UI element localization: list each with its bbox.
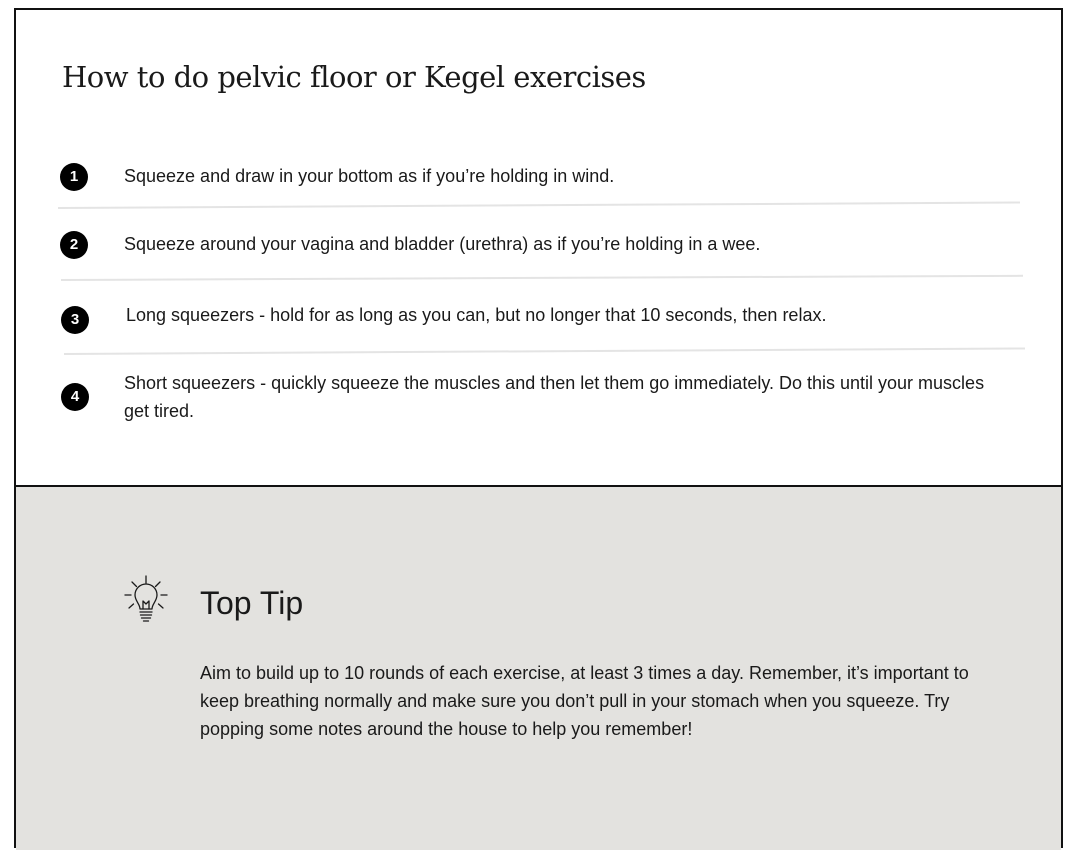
step-text: Squeeze and draw in your bottom as if you’re holding in wind. — [124, 166, 615, 186]
tip-title: Top Tip — [200, 585, 304, 621]
step-number-badge: 4 — [61, 383, 89, 411]
step-divider — [64, 347, 1025, 355]
step-number-badge: 1 — [60, 163, 88, 191]
step-text: Long squeezers - hold for as long as you can, but no longer that 10 seconds, then relax. — [126, 305, 827, 325]
step-number-badge: 2 — [60, 231, 88, 259]
lightbulb-icon — [120, 573, 172, 627]
step-text: Squeeze around your vagina and bladder (urethra) as if you’re holding in a wee. — [124, 234, 761, 254]
instructions-section — [16, 10, 1061, 487]
step-divider — [58, 201, 1020, 209]
step-divider — [61, 275, 1023, 281]
page-title: How to do pelvic floor or Kegel exercises — [62, 60, 646, 94]
step-number-badge: 3 — [61, 306, 89, 334]
tip-body: Aim to build up to 10 rounds of each exercise, at least 3 times a day. Remember, it’s important to keep breathing normally and make sure you don’t pull in your stomach when you squeeze. Try popping some notes around the house to help you remember! — [200, 663, 969, 739]
top-tip-section — [16, 487, 1061, 850]
exercise-card — [14, 8, 1063, 848]
step-text: Short squeezers - quickly squeeze the muscles and then let them go immediately. Do this until your muscles get tired. — [124, 373, 985, 421]
